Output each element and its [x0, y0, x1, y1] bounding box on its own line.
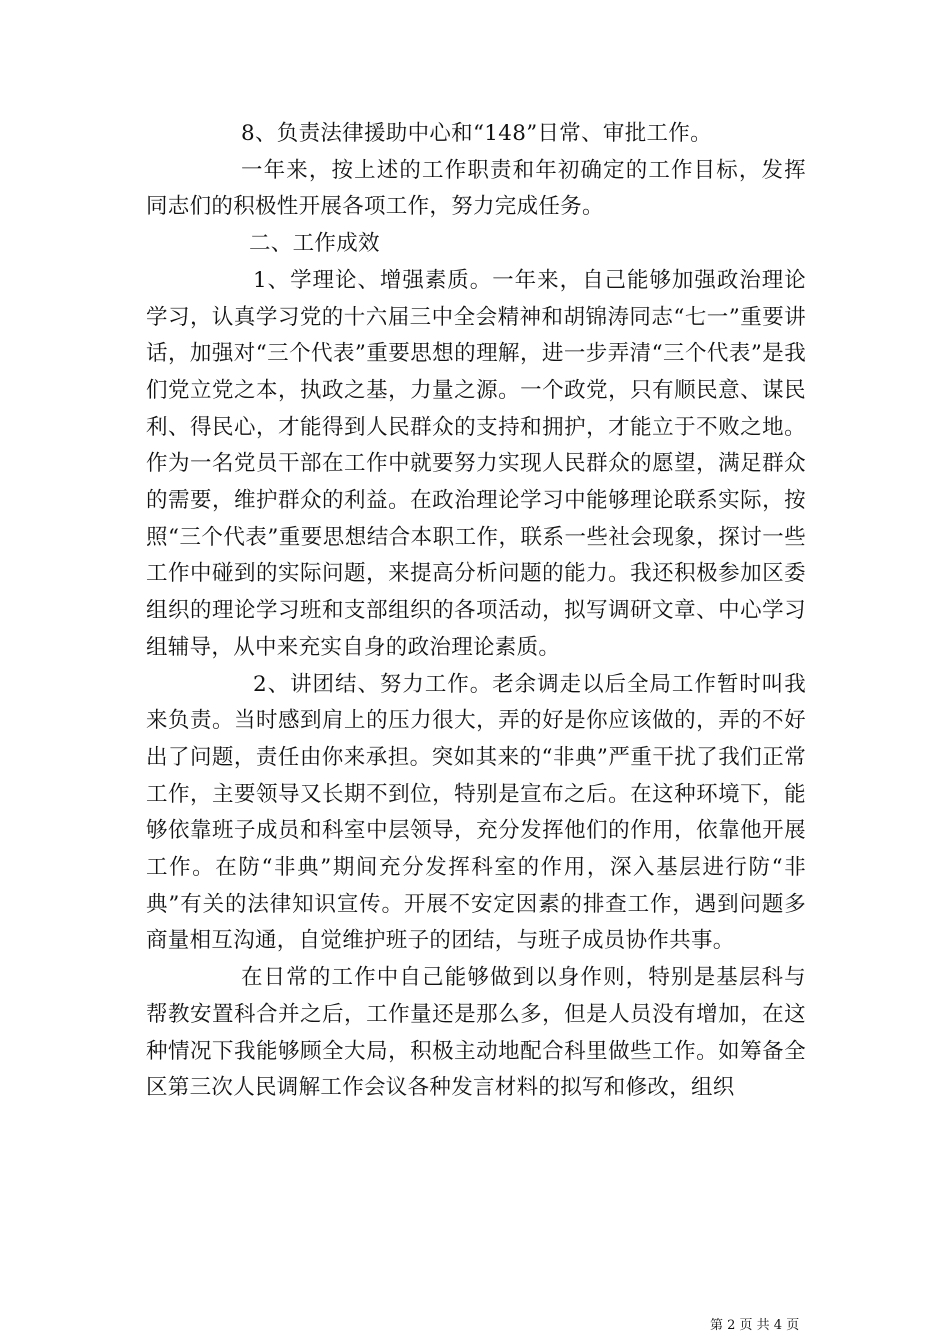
- paragraph-study-theory: 1、学理论、增强素质。一年来，自己能够加强政治理论学习，认真学习党的十六届三中全会精神和胡锦涛同志“七一”重要讲话，加强对“三个代表”重要思想的理解，进一步弄清“三个代表”是我们党立党之本，执政之基，力量之源。一个政党，只有顺民意、谋民利、得民心，才能得到人民群众的支持和拥护，才能立于不败之地。作为一名党员干部在工作中就要努力实现人民群众的愿望，满足群众的需要，维护群众的利益。在政治理论学习中能够理论联系实际，按照“三个代表”重要思想结合本职工作，联系一些社会现象，探讨一些工作中碰到的实际问题，来提高分析问题的能力。我还积极参加区委组织的理论学习班和支部组织的各项活动，拟写调研文章、中心学习组辅导，从中来充实自身的政治理论素质。: [146, 267, 806, 660]
- duty-item-8: 8、负责法律援助中心和“148”日常、审批工作。: [241, 121, 712, 146]
- document-body: [146, 116, 806, 1107]
- paragraph-daily-work: 在日常的工作中自己能够做到以身作则，特别是基层科与帮教安置科合并之后，工作量还是那么多，但是人员没有增加，在这种情况下我能够顾全大局，积极主动地配合科里做些工作。如筹备全区第三次人民调解工作会议各种发言材料的拟写和修改，组织: [146, 965, 806, 1101]
- paragraph-unity-work: 2、讲团结、努力工作。老余调走以后全局工作暂时叫我来负责。当时感到肩上的压力很大，弄的好是你应该做的，弄的不好出了问题，责任由你来承担。突如其来的“非典”严重干扰了我们正常工作，主要领导又长期不到位，特别是宣布之后。在这种环境下，能够依靠班子成员和科室中层领导，充分发挥他们的作用，依靠他开展工作。在防“非典”期间充分发挥科室的作用，深入基层进行防“非典”有关的法律知识宣传。开展不安定因素的排查工作，遇到问题多商量相互沟通，自觉维护班子的团结，与班子成员协作共事。: [146, 671, 806, 954]
- page-number: 第 2 页 共 4 页: [710, 1318, 800, 1333]
- summary-paragraph: 一年来，按上述的工作职责和年初确定的工作目标，发挥同志们的积极性开展各项工作，努力完成任务。: [146, 157, 806, 220]
- section-heading-results: 二、工作成效: [249, 231, 380, 257]
